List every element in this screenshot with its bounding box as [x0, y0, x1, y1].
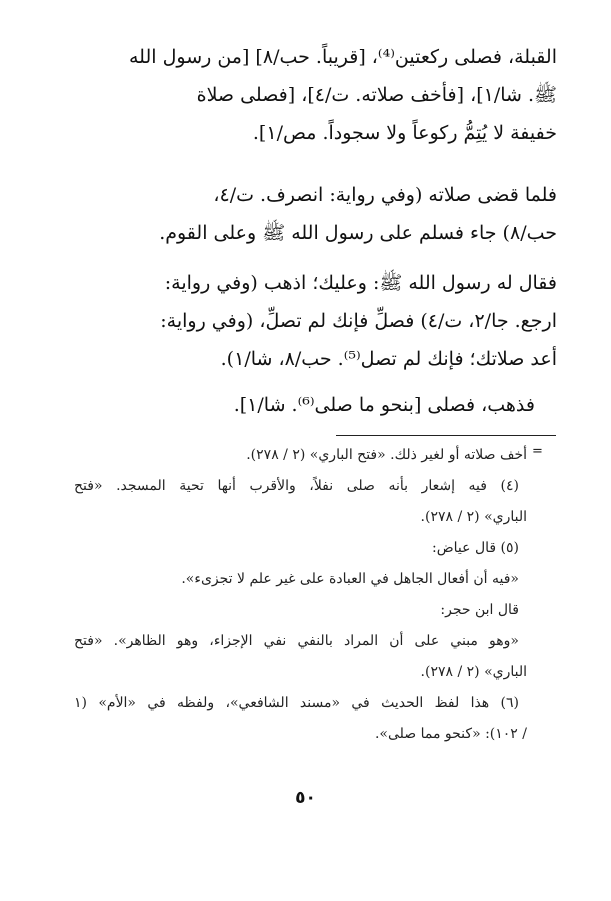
- footnote-separator: [336, 435, 556, 436]
- paragraph-4: [60, 386, 557, 424]
- footnote-line: / ١٠٢): «كنحو مما صلى».: [374, 726, 527, 742]
- footnote-line: الباري» (٢ / ٢٧٨).: [420, 509, 527, 525]
- paragraph-2: [60, 176, 557, 252]
- text-line: أعد صلاتك؛ فإنك لم تصل⁽⁵⁾. حب/٨، شا/١).: [220, 348, 557, 370]
- footnote-line: (٦) هذا لفظ الحديث في «مسند الشافعي»، ولفظه في «الأم» (١: [74, 695, 519, 711]
- footnotes: [74, 440, 527, 750]
- text-line: ﷺ. شا/١]، [فأخف صلاته. ت/٤]، [فصلى صلاة: [196, 84, 557, 106]
- page-number: ٥٠: [295, 788, 316, 808]
- text-line: خفيفة لا يُتِمُّ ركوعاً ولا سجوداً. مص/١].: [252, 122, 557, 144]
- text-line: القبلة، فصلى ركعتين⁽⁴⁾، [قريباً. حب/٨] [من رسول الله: [129, 46, 557, 68]
- paragraph-1: [60, 38, 557, 152]
- footnote-line: (٤) فيه إشعار بأنه صلى نفلاً، والأقرب أنها تحية المسجد. «فتح: [74, 478, 519, 494]
- text-line: فقال له رسول الله ﷺ: وعليك؛ اذهب (وفي رواية:: [164, 272, 557, 294]
- footnote-line: «فيه أن أفعال الجاهل في العبادة على غير علم لا تجزىء».: [181, 571, 519, 587]
- text-line: ارجع. جا/٢، ت/٤) فصلِّ فإنك لم تصلِّ، (وفي رواية:: [160, 310, 557, 332]
- footnote-line: الباري» (٢ / ٢٧٨).: [420, 664, 527, 680]
- paragraph-3: [60, 264, 557, 378]
- text-line: فذهب، فصلى [بنحو ما صلى⁽⁶⁾. شا/١].: [233, 394, 535, 416]
- footnote-continuation-marker: =: [532, 444, 543, 459]
- text-line: فلما قضى صلاته (وفي رواية: انصرف. ت/٤،: [213, 184, 557, 206]
- text-line: حب/٨) جاء فسلم على رسول الله ﷺ وعلى القوم.: [159, 222, 557, 244]
- footnote-line: (٥) قال عياض:: [432, 540, 519, 556]
- footnote-line: أخف صلاته أو لغير ذلك. «فتح الباري» (٢ / ٢٧٨).: [246, 447, 527, 463]
- footnote-line: قال ابن حجر:: [440, 602, 519, 618]
- footnote-line: «وهو مبني على أن المراد بالنفي نفي الإجزاء، وهو الظاهر». «فتح: [74, 633, 519, 649]
